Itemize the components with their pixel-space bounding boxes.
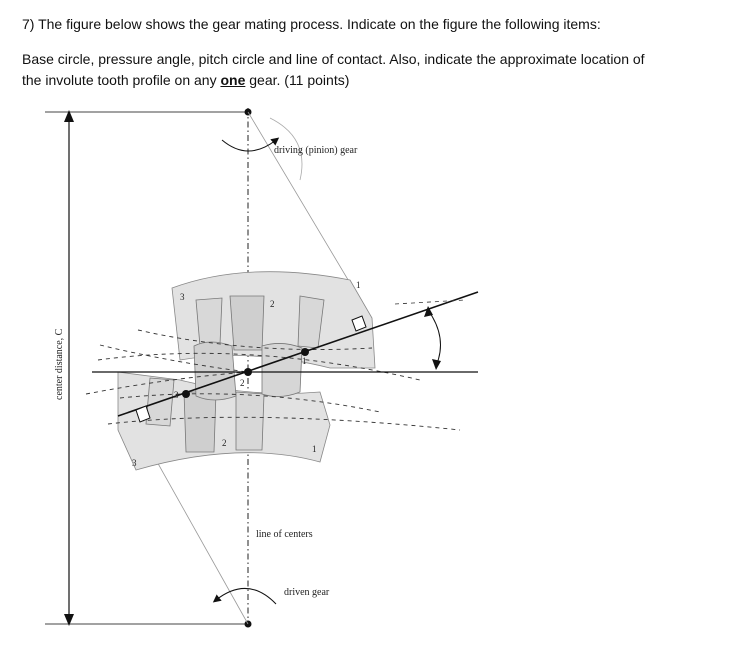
- svg-text:3: 3: [132, 458, 137, 468]
- question-line-3: the involute tooth profile on any one gear. (11 points): [22, 72, 350, 88]
- emphasis-one: one: [220, 72, 246, 88]
- question-number: 7): [22, 16, 35, 32]
- driving-gear-label: driving (pinion) gear: [274, 145, 358, 156]
- contact-point-1: [301, 348, 309, 356]
- svg-text:3: 3: [174, 390, 179, 400]
- svg-text:2: 2: [222, 438, 227, 448]
- contact-point-2: [182, 390, 190, 398]
- driven-gear-label: driven gear: [284, 587, 330, 598]
- svg-text:1: 1: [302, 356, 307, 366]
- pitch-point: [244, 368, 252, 376]
- svg-text:1: 1: [312, 444, 317, 454]
- svg-text:2: 2: [270, 299, 275, 309]
- pressure-angle-arc: [428, 310, 441, 366]
- svg-text:2: 2: [240, 378, 245, 388]
- pinion-rotation-arrow: [222, 140, 276, 151]
- line-of-centers-label: line of centers: [256, 529, 313, 540]
- gear-rotation-arrow: [216, 588, 276, 604]
- center-distance-label: center distance, C: [54, 328, 65, 400]
- question-intro: The figure below shows the gear mating process. Indicate on the figure the following items:: [38, 16, 601, 32]
- svg-text:3: 3: [180, 292, 185, 302]
- question-line-2: Base circle, pressure angle, pitch circle and line of contact. Also, indicate the approximate location of: [22, 51, 645, 67]
- svg-text:1: 1: [356, 280, 361, 290]
